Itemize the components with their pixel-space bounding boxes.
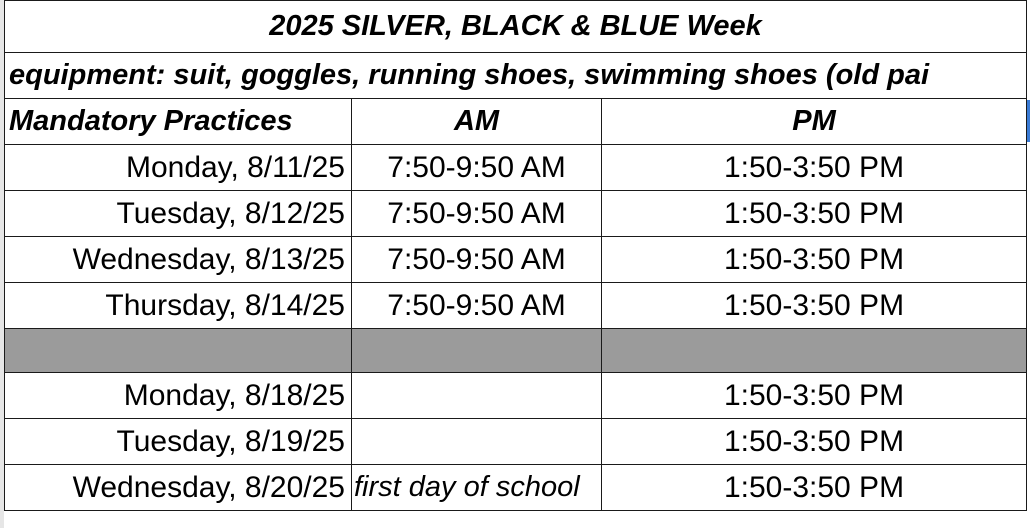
schedule-table <box>4 0 1027 511</box>
table-row <box>5 283 1027 329</box>
am-cell[interactable] <box>352 419 602 465</box>
am-note-cell[interactable]: first day of school <box>352 465 602 511</box>
header-row <box>5 99 1027 145</box>
day-cell[interactable]: Wednesday, 8/20/25 <box>5 465 352 511</box>
table-row <box>5 145 1027 191</box>
table-row <box>5 419 1027 465</box>
separator-cell[interactable] <box>602 329 1027 373</box>
day-cell[interactable]: Monday, 8/18/25 <box>5 373 352 419</box>
pm-cell[interactable]: 1:50-3:50 PM <box>602 283 1027 329</box>
pm-cell[interactable]: 1:50-3:50 PM <box>602 373 1027 419</box>
am-cell[interactable]: 7:50-9:50 AM <box>352 191 602 237</box>
am-cell[interactable]: 7:50-9:50 AM <box>352 283 602 329</box>
sheet-title[interactable]: 2025 SILVER, BLACK & BLUE Week <box>5 1 1027 53</box>
pm-cell[interactable]: 1:50-3:50 PM <box>602 145 1027 191</box>
table-row <box>5 373 1027 419</box>
title-row <box>5 1 1027 53</box>
day-cell[interactable]: Monday, 8/11/25 <box>5 145 352 191</box>
table-row <box>5 237 1027 283</box>
header-pm[interactable]: PM <box>602 99 1027 145</box>
am-cell[interactable]: 7:50-9:50 AM <box>352 145 602 191</box>
equipment-row <box>5 53 1027 99</box>
am-cell[interactable] <box>352 373 602 419</box>
am-cell[interactable]: 7:50-9:50 AM <box>352 237 602 283</box>
separator-cell[interactable] <box>352 329 602 373</box>
separator-row <box>5 329 1027 373</box>
day-cell[interactable]: Wednesday, 8/13/25 <box>5 237 352 283</box>
header-am[interactable]: AM <box>352 99 602 145</box>
pm-cell[interactable]: 1:50-3:50 PM <box>602 465 1027 511</box>
pm-cell[interactable]: 1:50-3:50 PM <box>602 237 1027 283</box>
separator-cell[interactable] <box>5 329 352 373</box>
header-practices[interactable]: Mandatory Practices <box>5 99 352 145</box>
equipment-note[interactable]: equipment: suit, goggles, running shoes, swimming shoes (old pai <box>5 53 1027 99</box>
pm-cell[interactable]: 1:50-3:50 PM <box>602 191 1027 237</box>
day-cell[interactable]: Tuesday, 8/12/25 <box>5 191 352 237</box>
table-row <box>5 191 1027 237</box>
day-cell[interactable]: Tuesday, 8/19/25 <box>5 419 352 465</box>
pm-cell[interactable]: 1:50-3:50 PM <box>602 419 1027 465</box>
day-cell[interactable]: Thursday, 8/14/25 <box>5 283 352 329</box>
table-row <box>5 465 1027 511</box>
